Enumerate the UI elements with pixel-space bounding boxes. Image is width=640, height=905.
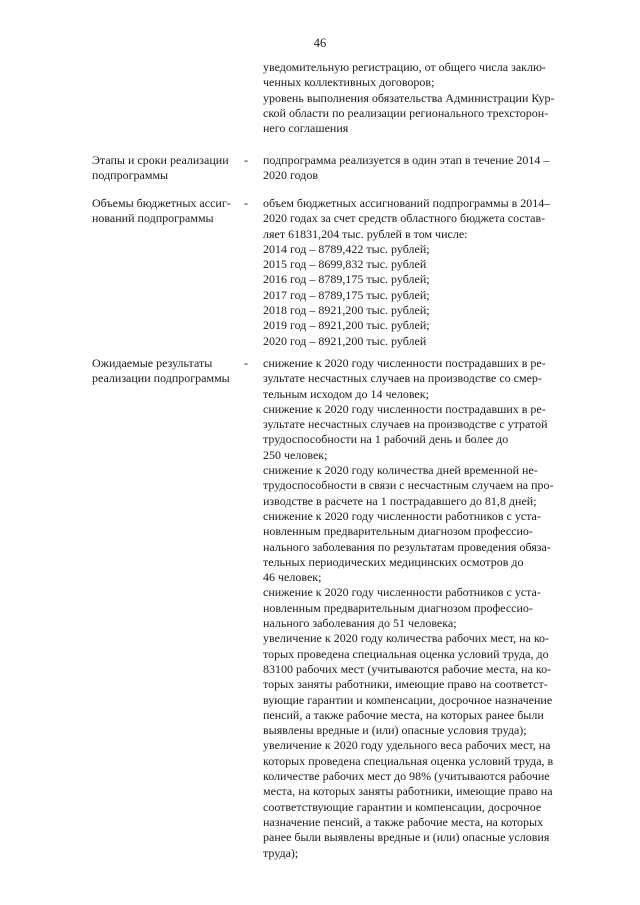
- text-line: снижение к 2020 году количества дней временной не-: [263, 463, 538, 478]
- text-line: нального заболевания по результатам проведения обяза-: [263, 539, 551, 554]
- text-line: тельным исходом до 14 человек;: [263, 386, 429, 401]
- text-line: соответствующие гарантии и компенсации, досрочное: [263, 799, 542, 814]
- text-line: труда);: [263, 845, 299, 860]
- text-line: 83100 рабочих мест (учитываются рабочие места, на ко-: [263, 661, 552, 676]
- text-line: 2020 год – 8921,200 тыс. рублей: [263, 333, 427, 348]
- text-line: снижение к 2020 году численности пострадавших в ре-: [263, 356, 546, 370]
- row-label: Объемы бюджетных ассиг-нований подпрограммы: [92, 196, 231, 225]
- text-line: уведомительную регистрацию, от общего числа заклю-: [263, 60, 546, 74]
- text-line: 2018 год – 8921,200 тыс. рублей;: [263, 303, 430, 318]
- text-line: торых заняты работники, имеющие право на соответст-: [263, 677, 548, 692]
- row-dash: -: [244, 153, 248, 167]
- text-line: ской области по реализации регионального трехсторон-: [263, 105, 549, 120]
- text-line: 2020 годах за счет средств областного бюджета состав-: [263, 211, 546, 226]
- text-line: торых проведена специальная оценка условий труда, до: [263, 646, 549, 661]
- row-label: Этапы и сроки реализации подпрограммы: [92, 153, 229, 182]
- text-line: 250 человек;: [263, 447, 328, 462]
- text-line: 2020 годов: [263, 168, 319, 183]
- text-line: снижение к 2020 году численности работников с уста-: [263, 508, 541, 523]
- text-line: зультате несчастных случаев на производстве с утратой: [263, 417, 548, 432]
- text-line: зультате несчастных случаев на производстве со смер-: [263, 371, 542, 386]
- text-line: изводстве в расчете на 1 пострадавшего до 81,8 дней;: [263, 493, 537, 508]
- text-line: подпрограмма реализуется в один этап в течение 2014 –: [263, 153, 550, 167]
- text-line: 2019 год – 8921,200 тыс. рублей;: [263, 318, 430, 333]
- text-line: уровень выполнения обязательства Администрации Кур-: [263, 90, 555, 105]
- text-line: тельных периодических медицинских осмотров до: [263, 554, 524, 569]
- text-line: увеличение к 2020 году удельного веса рабочих мест, на: [263, 738, 551, 753]
- row-value: [263, 196, 585, 349]
- text-line: ченных коллективных договоров;: [263, 75, 435, 90]
- text-line: ляет 61831,204 тыс. рублей в том числе:: [263, 226, 468, 241]
- text-line: ранее были выявлены вредные и (или) опасные условия: [263, 830, 550, 845]
- row-dash: -: [244, 356, 248, 370]
- row-dash: -: [244, 196, 248, 210]
- text-line: объем бюджетных ассигнований подпрограммы в 2014–: [263, 196, 551, 210]
- text-line: выявлены вредные и (или) опасные условия труда);: [263, 723, 527, 738]
- row-value: [263, 356, 585, 861]
- text-line: снижение к 2020 году численности пострадавших в ре-: [263, 401, 546, 416]
- text-line: нального заболевания до 51 человека;: [263, 616, 457, 631]
- text-line: него соглашения: [263, 121, 349, 136]
- text-line: трудоспособности на 1 рабочий день и более до: [263, 432, 509, 447]
- text-line: которых проведена специальная оценка условий труда, в: [263, 753, 554, 768]
- text-line: 2016 год – 8789,175 тыс. рублей;: [263, 272, 430, 287]
- text-line: 2014 год – 8789,422 тыс. рублей;: [263, 241, 430, 256]
- row-label: Ожидаемые результаты реализации подпрограммы: [92, 356, 230, 385]
- text-line: трудоспособности в связи с несчастным случаем на про-: [263, 478, 554, 493]
- text-line: вующие гарантии и компенсации, досрочное назначение: [263, 692, 553, 707]
- text-line: новленным предварительным диагнозом профессио-: [263, 600, 533, 615]
- text-line: 46 человек;: [263, 570, 322, 585]
- row-value: [263, 153, 585, 184]
- text-line: 2017 год – 8789,175 тыс. рублей;: [263, 287, 430, 302]
- text-line: количестве рабочих мест до 98% (учитываются рабочие: [263, 769, 550, 784]
- text-line: назначение пенсий, а также рабочие места, на которых: [263, 814, 544, 829]
- text-line: места, на которых заняты работники, имеющие право на: [263, 784, 553, 799]
- text-line: снижение к 2020 году численности работников с уста-: [263, 585, 541, 600]
- intro-text: [263, 60, 585, 136]
- text-line: новленным предварительным диагнозом профессио-: [263, 524, 533, 539]
- text-line: пенсий, а также рабочие места, на которых ранее были: [263, 707, 544, 722]
- text-line: 2015 год – 8699,832 тыс. рублей: [263, 257, 427, 272]
- page-number: 46: [313, 36, 327, 50]
- text-line: увеличение к 2020 году количества рабочих мест, на ко-: [263, 631, 550, 646]
